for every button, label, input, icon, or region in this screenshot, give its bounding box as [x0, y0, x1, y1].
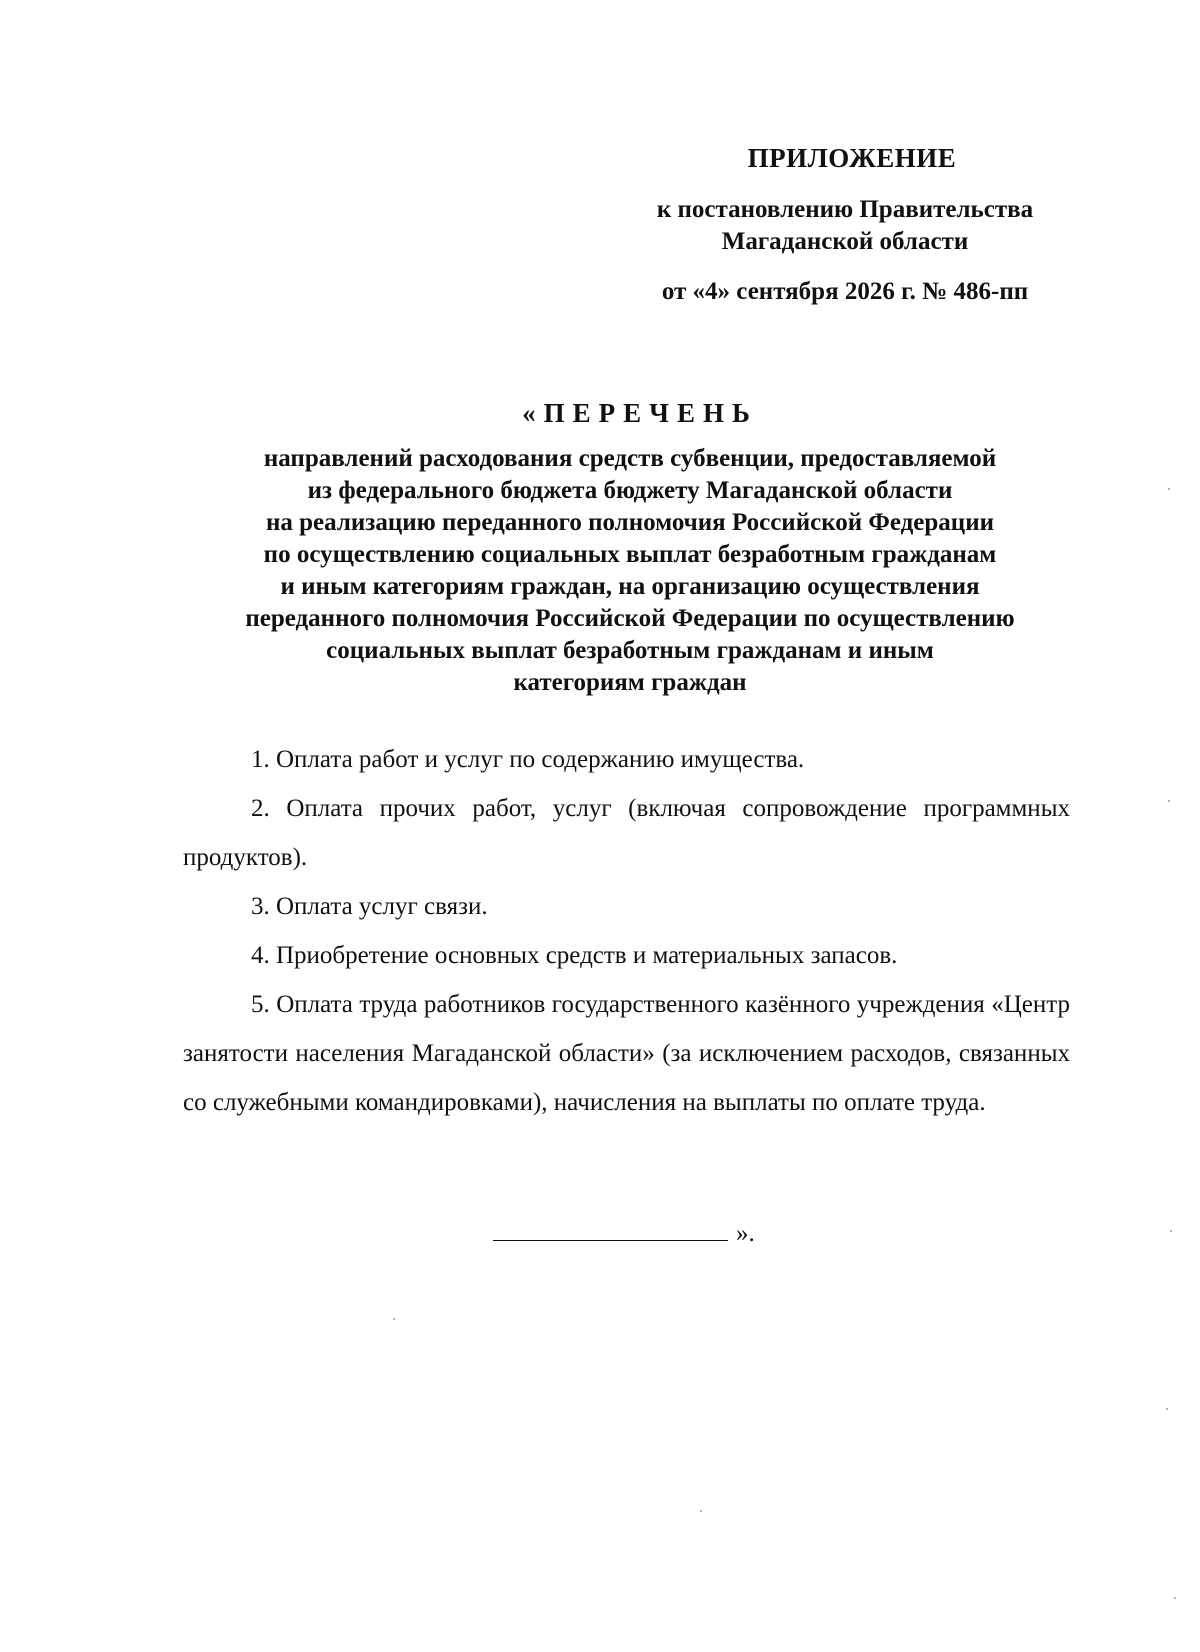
scan-speck [1168, 488, 1170, 490]
heading-title: «ПЕРЕЧЕНЬ [522, 398, 758, 428]
list-items [183, 735, 1070, 1127]
scan-speck [1170, 1230, 1172, 1232]
scan-speck [1174, 1597, 1176, 1599]
scan-speck [1168, 800, 1170, 802]
list-item: 1. Оплата работ и услуг по содержанию имущества. [251, 746, 805, 773]
list-item: 5. Оплата труда работников государственного казённого учреждения «Центр занятости населения Магаданской области» (за исключением расходов, связанных со служебными командировками), начисления на выплаты по оплате труда. [183, 991, 1070, 1116]
appendix-region-line: Магаданской области [721, 228, 969, 255]
heading-line: из федерального бюджета бюджету Магаданской области [307, 477, 953, 504]
closing-mark [493, 1216, 793, 1250]
appendix-date-line: от «4» сентября 2026 г. № 486-пп [661, 278, 1029, 305]
heading-line: социальных выплат безработным гражданам и иным [326, 637, 934, 664]
heading-line: и иным категориям граждан, на организацию осуществления [280, 573, 980, 600]
heading-line: категориям граждан [513, 669, 747, 696]
appendix-title: ПРИЛОЖЕНИЕ [747, 143, 957, 173]
closing-quote: ». [736, 1220, 755, 1247]
heading-line: по осуществлению социальных выплат безработным гражданам [263, 541, 997, 568]
closing-underline [493, 1216, 728, 1241]
heading-line: переданного полномочия Российской Федерации по осуществлению [245, 605, 1015, 632]
appendix-block [620, 142, 1070, 333]
scan-speck [1166, 1408, 1168, 1410]
appendix-resolution-line: к постановлению Правительства [656, 196, 1034, 223]
list-item: 4. Приобретение основных средств и материальных запасов. [251, 942, 898, 969]
list-heading [170, 397, 1090, 699]
list-item: 2. Оплата прочих работ, услуг (включая сопровождение программных продуктов). [183, 795, 1070, 871]
heading-line: на реализацию переданного полномочия Российской Федерации [265, 509, 995, 536]
list-item: 3. Оплата услуг связи. [251, 893, 488, 920]
scan-speck [393, 1318, 395, 1320]
heading-line: направлений расходования средств субвенции, предоставляемой [263, 445, 997, 472]
scan-speck [700, 1510, 702, 1512]
